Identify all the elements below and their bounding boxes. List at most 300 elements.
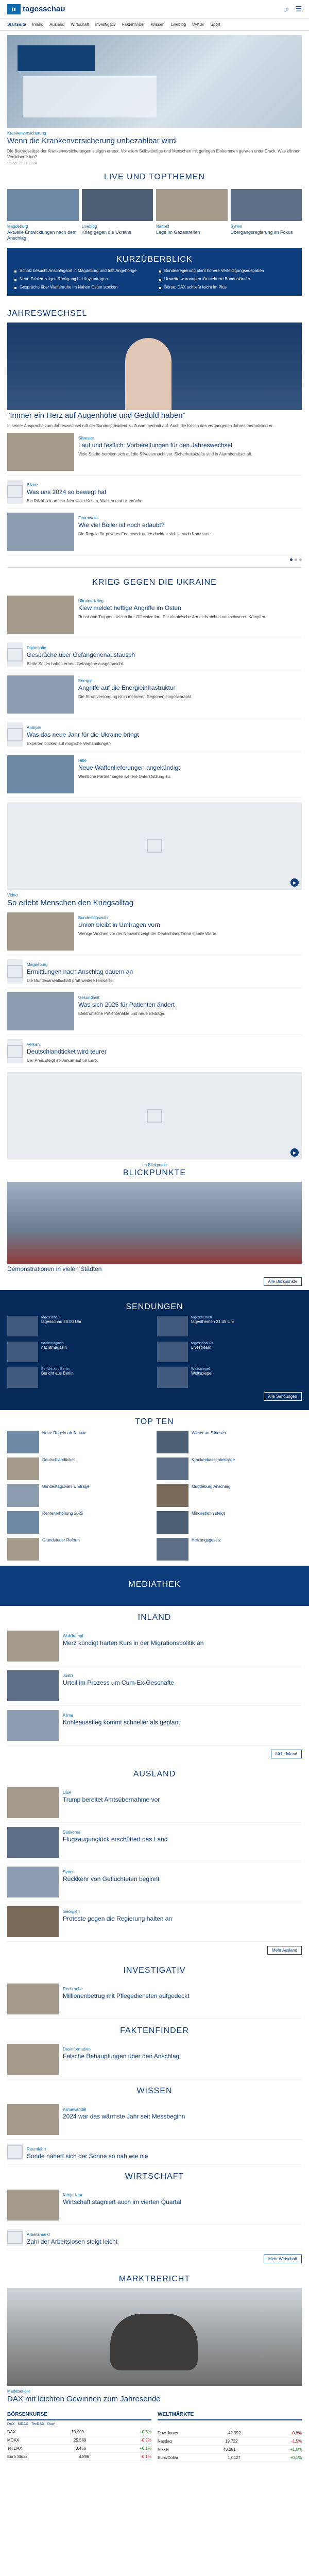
market-value: 25.589 [73,2438,87,2443]
teaser-kicker: Justiz [63,1673,74,1679]
teaser-headline[interactable]: 2024 war das wärmste Jahr seit Messbeginn [63,2113,185,2121]
sendungen-more-button[interactable]: Alle Sendungen [264,1392,302,1401]
sendung-image[interactable] [157,1342,188,1362]
topten-title[interactable]: Neue Regeln ab Januar [42,1431,86,1436]
market-change: +1,8% [290,2447,302,2452]
teaser-image[interactable] [7,1670,59,1701]
wirtschaft-more-button[interactable]: Mehr Wirtschaft [264,2255,302,2263]
teaser-row[interactable] [7,988,302,1035]
market-name: Nasdaq [158,2439,172,2444]
teaser-image[interactable] [7,2229,23,2246]
teaser-image[interactable] [7,2144,23,2160]
kurz-item[interactable]: Bundesregierung plant höhere Verteidigungsausgaben [159,268,295,274]
teaser-kicker: Gesundheit [78,995,99,1001]
topten-title[interactable]: Bundestagswahl Umfrage [42,1484,90,1489]
sendung-title[interactable]: tagesthemen 21:45 Uhr [191,1319,234,1325]
search-icon[interactable]: ⌕ [285,5,289,13]
blickpunkt-image[interactable] [7,1182,302,1264]
marktbericht-section [0,2267,309,2404]
kurz-item[interactable]: Neue Zahlen zeigen Rückgang bei Asylanträgen [14,277,150,282]
topten-title[interactable]: Deutschlandticket [42,1458,75,1463]
teaser-text [78,596,302,634]
teaser-text [27,1039,302,1063]
sendung-item[interactable] [157,1342,302,1362]
teaser-kicker: Ukraine-Krieg [78,598,104,603]
teaser-image[interactable] [7,675,74,714]
sendung-item[interactable] [7,1342,152,1362]
sendung-text [191,1342,214,1362]
teaser-image[interactable] [7,1827,59,1858]
mixed-section [0,908,309,1160]
teaser-row[interactable] [7,955,302,988]
live-item-title[interactable]: Aktuelle Entwicklungen nach dem Anschlag [7,230,77,241]
live-item-image[interactable] [82,189,153,221]
kurz-item[interactable]: Börse: DAX schließt leicht im Plus [159,285,295,290]
sendung-kicker: tagesthemen [191,1316,212,1320]
mixed-list [7,908,302,1068]
jahres-section [0,302,309,564]
sendung-image[interactable] [7,1342,38,1362]
teaser-row[interactable] [7,718,302,751]
teaser-headline[interactable]: Flugzeugunglück erschüttert das Land [63,1836,168,1843]
topten-image[interactable] [7,1431,39,1453]
play-icon[interactable]: ▶ [290,878,299,887]
teaser-text [63,1827,302,1858]
teaser-image[interactable] [7,2104,59,2135]
teaser-summary: Die Bundesanwaltschaft prüft weitere Hinweise. [27,978,114,984]
fakten-list [7,2040,302,2079]
play-icon[interactable]: ▶ [290,1148,299,1157]
inland-more-button[interactable]: Mehr Inland [271,1750,302,1758]
live-item-title[interactable]: Lage im Gazastreifen [156,230,200,235]
boerse-tab[interactable]: TecDAX [31,2422,44,2427]
teaser-text [78,433,302,471]
topten-image[interactable] [157,1484,188,1507]
teaser-row[interactable] [7,509,302,555]
topten-title[interactable]: Magdeburg Anschlag [192,1484,231,1489]
teaser-summary: Wenige Wochen vor der Neuwahl zeigt der DeutschlandTrend stabile Werte. [78,931,218,937]
ukraine-lead-image[interactable] [7,802,302,890]
topten-item[interactable] [157,1511,302,1534]
teaser-row[interactable] [7,638,302,671]
carousel-dots[interactable] [7,555,302,564]
teaser-image[interactable] [7,480,23,504]
teaser-headline[interactable]: Neue Waffenlieferungen angekündigt [78,764,180,772]
nav-item[interactable]: Sport [210,22,220,27]
market-value: 42.992 [228,2431,241,2436]
ukraine-title: KRIEG GEGEN DIE UKRAINE [92,578,217,587]
mediathek-banner[interactable] [0,1566,309,1606]
teaser-headline[interactable]: Deutschlandticket wird teurer [27,1048,107,1056]
topten-image[interactable] [157,1538,188,1561]
teaser-text [78,912,302,951]
nav-item[interactable]: Startseite [7,22,26,27]
sendung-text [191,1367,212,1388]
menu-icon[interactable]: ☰ [295,5,302,13]
topten-title[interactable]: Heizungsgesetz [192,1538,221,1543]
teaser-text [63,1631,302,1662]
sendung-kicker: Weltspiegel [191,1367,210,1371]
live-item-image[interactable] [156,189,228,221]
market-name: Dow Jones [158,2431,178,2436]
brand-name: tagesschau [23,5,65,13]
topten-section [0,1410,309,1561]
teaser-text [27,2229,302,2246]
live-item-image[interactable] [231,189,302,221]
sendung-title[interactable]: tagesschau 20:00 Uhr [41,1319,82,1325]
topten-item[interactable] [157,1458,302,1480]
topten-item[interactable] [7,1484,152,1507]
teaser-text [63,1710,302,1741]
market-value: 19.909 [71,2430,84,2435]
teaser-summary: Die Regeln für privates Feuerwerk unterscheiden sich je nach Kommune. [78,531,212,536]
topten-title[interactable]: Krankenkassenbeiträge [192,1458,235,1463]
market-row[interactable] [7,2445,151,2453]
topten-image[interactable] [7,1484,39,1507]
boerse-tab[interactable]: DAX [7,2422,15,2427]
hero-section [0,35,309,165]
sendung-image[interactable] [157,1316,188,1336]
topten-title[interactable]: Rentenerhöhung 2025 [42,1511,83,1516]
live-item-image[interactable] [7,189,79,221]
market-value: 4.896 [79,2454,90,2460]
sendung-item[interactable] [157,1367,302,1388]
inland-section [0,1606,309,1762]
ausland-list [7,1783,302,1942]
kurz-item[interactable]: Unwetterwarnungen für mehrere Bundesländer [159,277,295,282]
ukraine-list [7,591,302,798]
live-section [0,165,309,242]
sendung-title[interactable]: nachtmagazin [41,1345,67,1350]
teaser-headline[interactable]: Gespräche über Gefangenenaustausch [27,651,135,658]
weltmaerkte-table [158,2410,302,2462]
market-change: +0,1% [140,2446,151,2451]
market-row[interactable] [158,2437,302,2446]
live-grid [7,189,302,242]
teaser-headline[interactable]: Was sich 2025 für Patienten ändert [78,1001,175,1009]
topten-item[interactable] [157,1431,302,1453]
blickpunkt-kicker: Im Blickpunkt [142,1163,167,1168]
teaser-headline[interactable]: Angriffe auf die Energieinfrastruktur [78,684,176,692]
sendungen-title: SENDUNGEN [126,1302,183,1312]
sendung-text [41,1367,74,1388]
topten-item[interactable] [7,1538,152,1561]
ukraine-lead-kicker: Video [7,893,18,898]
teaser-summary: Viele Städte bereiten sich auf die Silvesternacht vor. Sicherheitskräfte sind in Alarmbereitschaft. [78,451,252,456]
teaser-headline[interactable]: Was das neue Jahr für die Ukraine bringt [27,731,139,739]
teaser-kicker: Silvester [78,435,94,440]
teaser-row[interactable] [7,429,302,476]
market-row[interactable] [158,2454,302,2462]
teaser-row[interactable] [7,591,302,638]
hero-text: Die Beitragssätze der Krankenversicherungen steigen erneut. Vor allem Selbständige und Menschen mit geringen Einkommen geraten unter Druck. Was können Versicherte tun? [7,148,301,159]
sendung-text [41,1316,81,1336]
teaser-row[interactable] [7,2040,302,2079]
teaser-text [78,755,302,793]
teaser-headline[interactable]: Union bleibt in Umfragen vorn [78,921,160,929]
sendung-kicker: Bericht aus Berlin [41,1367,70,1371]
brand-logo[interactable] [7,4,65,14]
teaser-image[interactable] [7,1867,59,1897]
live-item[interactable] [231,189,302,242]
live-item[interactable] [156,189,228,242]
teaser-image[interactable] [7,722,23,747]
teaser-text [63,1670,302,1701]
sendung-item[interactable] [157,1316,302,1336]
boerse-tab[interactable]: Dow [47,2422,55,2427]
boersenkurse-title: BÖRSENKURSE [7,2410,151,2420]
market-change: -0,1% [141,2454,151,2460]
marktbericht-headline[interactable]: DAX mit leichten Gewinnen zum Jahresende [7,2395,161,2404]
teaser-text [27,2144,302,2160]
teaser-row[interactable] [7,671,302,718]
teaser-row[interactable] [7,751,302,798]
topten-title[interactable]: Wetter an Silvester [192,1431,227,1436]
teaser-text [27,722,302,747]
topten-image[interactable] [7,1538,39,1561]
teaser-kicker: Konjunktur [63,2193,83,2198]
teaser-image[interactable] [7,2044,59,2075]
sendung-title[interactable]: Weltspiegel [191,1371,213,1376]
hero-image[interactable] [7,35,302,128]
jahres-list [7,429,302,555]
teaser-text [63,2104,302,2135]
teaser-headline[interactable]: Merz kündigt harten Kurs in der Migrationspolitik an [63,1639,204,1647]
sendung-image[interactable] [157,1367,188,1388]
teaser-row[interactable] [7,476,302,509]
teaser-row[interactable] [7,1823,302,1862]
live-item[interactable] [82,189,153,242]
topten-item[interactable] [7,1431,152,1453]
boerse-tab[interactable]: MDAX [18,2422,28,2427]
teaser-image[interactable] [7,1984,59,2014]
market-value: 3.456 [75,2446,87,2451]
teaser-summary: Experten blicken auf mögliche Verhandlungen. [27,741,112,747]
teaser-headline[interactable]: Laut und festlich: Vorbereitungen für den Jahreswechsel [78,441,232,449]
ukraine-lead-headline[interactable]: So erlebt Menschen den Kriegsalltag [7,899,134,908]
teaser-headline[interactable]: Kohleausstieg kommt schneller als geplant [63,1719,180,1726]
hero-kicker: Krankenversicherung [7,131,46,135]
teaser-headline[interactable]: Falsche Behauptungen über den Anschlag [63,2053,180,2060]
teaser-summary: Westliche Partner sagen weitere Unterstützung zu. [78,774,171,779]
sendungen-section [0,1290,309,1410]
teaser-summary: Elektronische Patientenakte und neue Beiträge. [78,1011,166,1016]
sendung-item[interactable] [7,1316,152,1336]
teaser-kicker: Diplomatie [27,645,46,650]
teaser-kicker: Georgien [63,1909,80,1914]
nav-item[interactable]: Wetter [192,22,204,27]
nav-item[interactable]: Wissen [151,22,165,27]
teaser-image[interactable] [7,1787,59,1818]
teaser-kicker: Syrien [63,1870,75,1875]
teaser-summary: Beide Seiten haben erneut Gefangene ausgetauscht. [27,661,124,666]
nav-item[interactable]: Wirtschaft [71,22,89,27]
hero-headline[interactable]: Wenn die Krankenversicherung unbezahlbar wird [7,137,176,145]
teaser-kicker: Raumfahrt [27,2147,46,2152]
kurz-title: KURZÜBERBLICK [116,255,193,264]
teaser-image[interactable] [7,433,74,471]
weltmaerkte-title: WELTMÄRKTE [158,2410,302,2420]
teaser-kicker: Feuerwerk [78,515,98,520]
topten-item[interactable] [7,1458,152,1480]
live-item-title[interactable]: Übergangsregierung im Fokus [230,230,293,235]
topten-item[interactable] [157,1538,302,1561]
teaser-image[interactable] [7,1906,59,1937]
teaser-row[interactable] [7,1902,302,1942]
teaser-image[interactable] [7,755,74,793]
teaser-row[interactable] [7,1666,302,1706]
boerse-right-rows [158,2429,302,2462]
boerse-tabs [7,2420,151,2428]
topten-image[interactable] [7,1511,39,1534]
teaser-row[interactable] [7,2140,302,2165]
teaser-image[interactable] [7,1039,23,1063]
live-item[interactable] [7,189,79,242]
teaser-kicker: Klima [63,1713,74,1718]
live-item-title[interactable]: Krieg gegen die Ukraine [81,230,132,235]
teaser-headline[interactable]: Wirtschaft stagniert auch im vierten Quartal [63,2198,182,2206]
topten-image[interactable] [157,1511,188,1534]
market-change: -0,8% [291,2431,302,2436]
teaser-row[interactable] [7,1979,302,2019]
live-item-kicker: Syrien [230,224,243,229]
market-value: 1,0427 [228,2455,241,2461]
kurz-item[interactable]: Scholz besucht Anschlagsort in Magdeburg und trifft Angehörige [14,268,150,274]
teaser-row[interactable] [7,2225,302,2250]
marktbericht-image[interactable] [7,2288,302,2386]
blickpunkt-title: BLICKPUNKTE [123,1168,186,1178]
teaser-headline[interactable]: Sonde nähert sich der Sonne so nah wie nie [27,2153,148,2160]
inland-title: INLAND [138,1613,171,1622]
teaser-headline[interactable]: Urteil im Prozess um Cum-Ex-Geschäfte [63,1679,175,1687]
wissen-section [0,2079,309,2165]
teaser-kicker: Recherche [63,1987,83,1992]
teaser-headline[interactable]: Millionenbetrug mit Pflegediensten aufgedeckt [63,1992,190,2000]
topten-grid [7,1431,302,1561]
teaser-image[interactable] [7,2190,59,2221]
jahres-lead-image[interactable] [7,323,302,410]
market-row[interactable] [7,2436,151,2445]
teaser-image[interactable] [7,992,74,1030]
teaser-image[interactable] [7,1710,59,1741]
teaser-headline[interactable]: Zahl der Arbeitslosen steigt leicht [27,2238,118,2246]
teaser-headline[interactable]: Wie viel Böller ist noch erlaubt? [78,521,165,529]
teaser-kicker: Wahlkampf [63,1634,83,1639]
teaser-headline[interactable]: Trump bereitet Amtsübernahme vor [63,1796,160,1804]
market-row[interactable] [158,2446,302,2454]
teaser-row[interactable] [7,2100,302,2140]
teaser-text [63,1906,302,1937]
topten-item[interactable] [7,1511,152,1534]
teaser-row[interactable] [7,1706,302,1745]
nav-item[interactable]: Investigativ [95,22,116,27]
teaser-image[interactable] [7,912,74,951]
teaser-image[interactable] [7,642,23,667]
market-row[interactable] [7,2428,151,2436]
market-change: -1,5% [291,2439,302,2444]
teaser-row[interactable] [7,1783,302,1823]
ausland-more-button[interactable]: Mehr Ausland [267,1946,302,1955]
market-row[interactable] [158,2429,302,2437]
fakten-section [0,2019,309,2079]
investigativ-title: INVESTIGATIV [123,1966,186,1975]
sendung-kicker: nachtmagazin [41,1342,64,1346]
sendung-text [191,1316,234,1336]
teaser-text [27,959,302,984]
teaser-row[interactable] [7,2185,302,2225]
teaser-text [63,1867,302,1897]
teaser-headline[interactable]: Kiew meldet heftige Angriffe im Osten [78,604,181,612]
market-value: 40.281 [223,2447,236,2452]
teaser-text [27,480,302,504]
jahres-lead-headline[interactable]: "Immer ein Herz auf Augenhöhe und Geduld haben" [7,411,185,420]
kurz-grid [14,268,295,291]
blickpunkt-headline[interactable]: Demonstrationen in vielen Städten [7,1265,102,1273]
teaser-headline[interactable]: Ermittlungen nach Anschlag dauern an [27,968,133,976]
teaser-row[interactable] [7,908,302,955]
topten-title[interactable]: Grundsteuer Reform [42,1538,80,1543]
nav-item[interactable]: Inland [32,22,44,27]
mixed-lead-image[interactable] [7,1072,302,1160]
topten-item[interactable] [157,1484,302,1507]
sendung-text [41,1342,67,1362]
sendung-image[interactable] [7,1316,38,1336]
jahres-title: JAHRESWECHSEL [7,309,88,318]
blickpunkt-more-button[interactable]: Alle Blickpunkte [264,1277,302,1286]
live-title: LIVE UND TOPTHEMEN [104,173,205,182]
ukraine-section [0,571,309,908]
wissen-list [7,2100,302,2165]
fakten-title: FAKTENFINDER [120,2026,189,2036]
boersenkurse-table [7,2410,151,2462]
topten-image[interactable] [157,1431,188,1453]
sendung-title[interactable]: Livestream [191,1345,212,1350]
sendung-item[interactable] [7,1367,152,1388]
teaser-text [78,992,302,1030]
teaser-kicker: Hilfe [78,758,87,764]
teaser-row[interactable] [7,1035,302,1068]
sendung-kicker: tagesschau [41,1316,60,1320]
investigativ-list [7,1979,302,2019]
market-row[interactable] [7,2453,151,2461]
topten-title[interactable]: Mindestlohn steigt [192,1511,225,1516]
nav-item[interactable]: Liveblog [170,22,186,27]
teaser-headline[interactable]: Was uns 2024 so bewegt hat [27,488,107,496]
market-name: Euro/Dollar [158,2455,179,2461]
sendung-title[interactable]: Bericht aus Berlin [41,1371,74,1376]
sendung-image[interactable] [7,1367,38,1388]
sendungen-grid [7,1316,302,1388]
nav-item[interactable]: Faktenfinder [122,22,145,27]
teaser-headline[interactable]: Proteste gegen die Regierung halten an [63,1915,173,1923]
nav-item[interactable]: Ausland [49,22,65,27]
teaser-image[interactable] [7,959,23,984]
boerse-left-rows [7,2428,151,2461]
teaser-image[interactable] [7,1631,59,1662]
teaser-image[interactable] [7,596,74,634]
kurz-item[interactable]: Gespräche über Waffenruhe im Nahen Osten stocken [14,285,150,290]
teaser-text [63,1787,302,1818]
teaser-kicker: USA [63,1790,72,1795]
sendung-kicker: tagesschau24 [191,1342,214,1346]
teaser-image[interactable] [7,513,74,551]
live-item-kicker: Nahost [156,224,169,229]
teaser-row[interactable] [7,1862,302,1902]
teaser-row[interactable] [7,1626,302,1666]
topten-image[interactable] [157,1458,188,1480]
teaser-headline[interactable]: Rückkehr von Geflüchteten beginnt [63,1875,160,1883]
topten-image[interactable] [7,1458,39,1480]
